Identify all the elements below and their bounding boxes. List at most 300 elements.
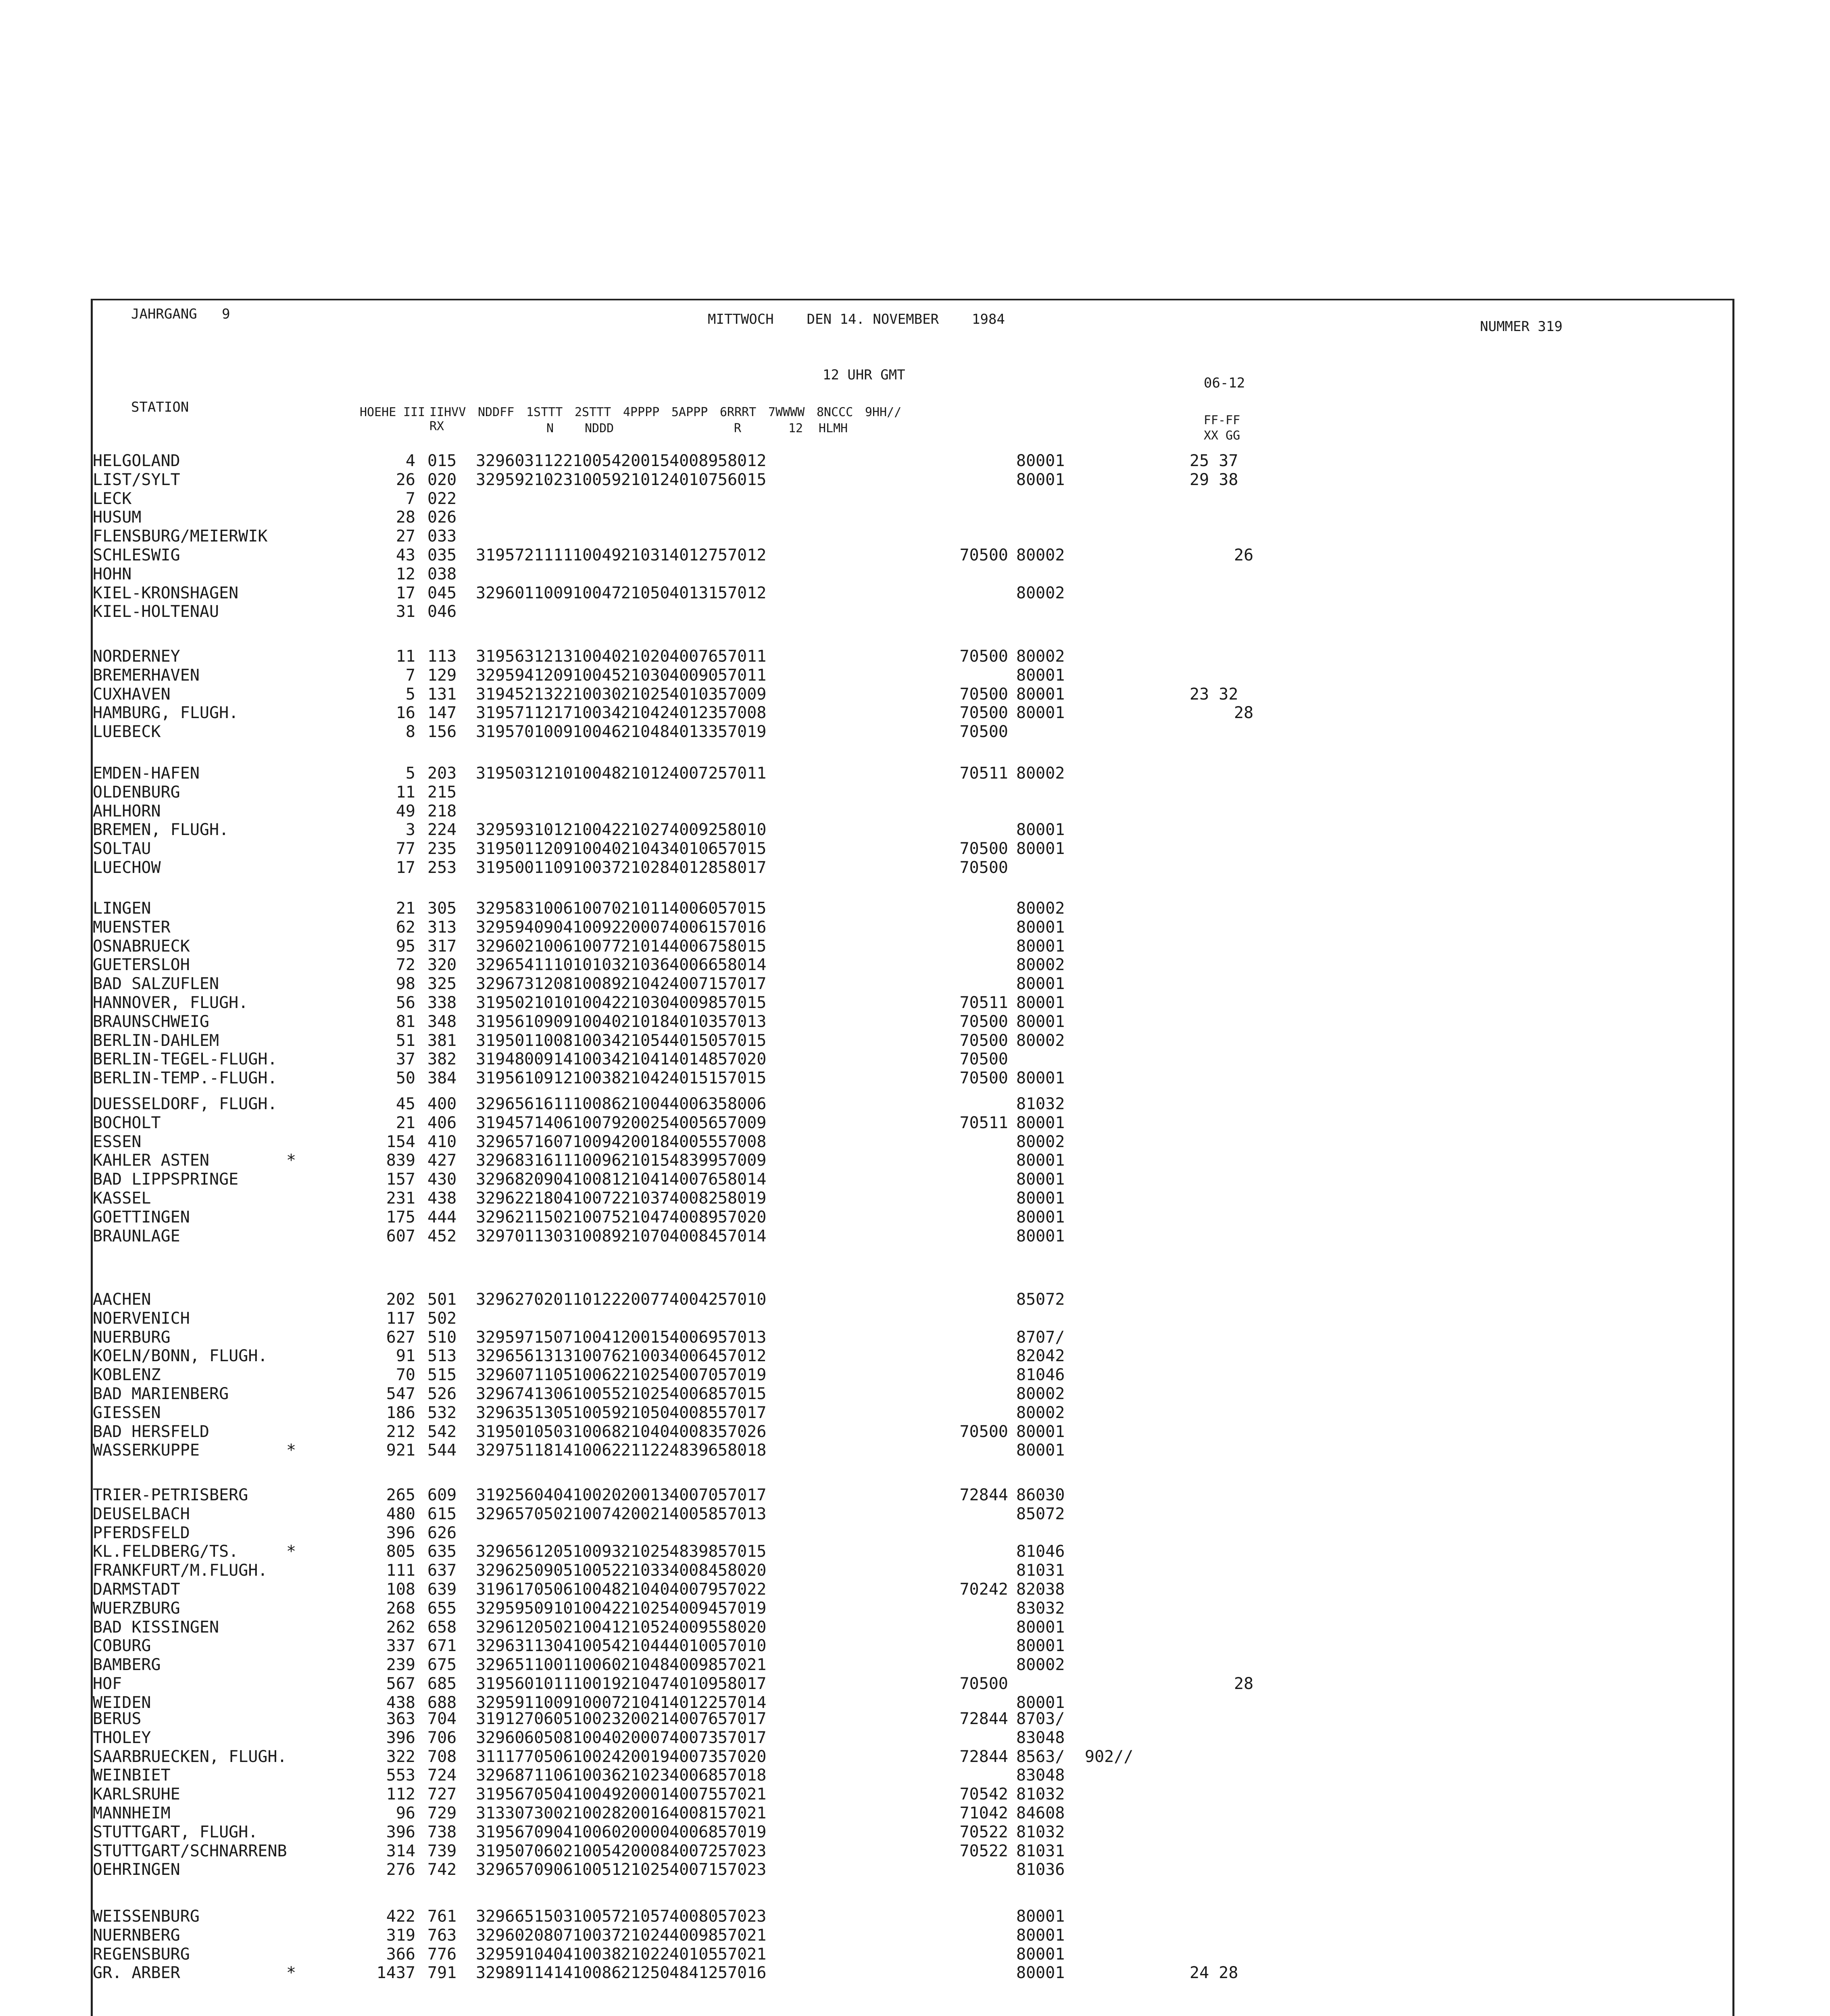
group-value: 32968 [476, 1170, 525, 1189]
group-value: 32961 [476, 1618, 525, 1637]
station-name: COBURG [93, 1637, 151, 1656]
station-name: DARMSTADT [93, 1580, 180, 1599]
group-value: 40073 [669, 1747, 718, 1766]
group-value: 147 [427, 704, 457, 723]
group-value: 10096 [573, 1151, 621, 1170]
group-value: 31912 [476, 1710, 525, 1728]
group-value: 57019 [718, 1822, 767, 1841]
station-name: GUETERSLOH [93, 956, 190, 975]
group-value: 21031 [621, 546, 670, 564]
group-value: 32965 [476, 1542, 525, 1561]
group-value: 32965 [476, 956, 525, 975]
group-value: 73002 [524, 1804, 573, 1822]
group-value: 31950 [476, 839, 525, 858]
group-value: 763 [427, 1926, 457, 1945]
group-value: 10070 [573, 899, 621, 918]
group-value: 58012 [718, 452, 767, 470]
group-value: 727 [427, 1785, 457, 1804]
group-value: 21015 [621, 1151, 670, 1170]
station-height: 91 [396, 1347, 415, 1366]
group-value: 21023 [524, 470, 573, 489]
group-value: 40100 [669, 1637, 718, 1656]
group-value: 70506 [524, 1580, 573, 1599]
group-value: 50905 [524, 1561, 573, 1580]
group-value: 40098 [669, 1926, 718, 1945]
station-height: 212 [386, 1422, 415, 1441]
cloud-group: 80001 [1016, 1189, 1065, 1208]
group-value: 10040 [573, 647, 621, 666]
group-value: 430 [427, 1170, 457, 1189]
group-value: 32965 [476, 1860, 525, 1879]
group-value: 40092 [669, 821, 718, 839]
group-value: 704 [427, 1710, 457, 1728]
group-value: 32965 [476, 1504, 525, 1523]
group-value: 10068 [573, 1422, 621, 1441]
group-value: 637 [427, 1561, 457, 1580]
station-name: TRIER-PETRISBERG [93, 1486, 248, 1504]
group-value: 10034 [573, 1050, 621, 1069]
cloud-group: 80001 [1016, 1945, 1065, 1964]
station-name: OEHRINGEN [93, 1860, 180, 1879]
group-value: 10037 [573, 858, 621, 877]
group-value: 57014 [718, 1693, 767, 1712]
group-value: 57008 [718, 1132, 767, 1151]
group-value: 40105 [669, 1945, 718, 1964]
group-value: 57023 [718, 1841, 767, 1860]
station-row [93, 527, 1732, 546]
group-value: 10059 [573, 470, 621, 489]
col-hoehe: HOEHE [360, 405, 396, 419]
group-value: 671 [427, 1637, 457, 1656]
group-value: 21024 [621, 1926, 670, 1945]
station-row [93, 1945, 1732, 1964]
group-value: 10042 [573, 1599, 621, 1618]
cloud-group: 80001 [1016, 1113, 1065, 1132]
report-frame [91, 299, 1734, 2016]
cloud-group: 81032 [1016, 1785, 1065, 1804]
group-value: 58019 [718, 1189, 767, 1208]
group-value: 724 [427, 1766, 457, 1785]
group-value: 71105 [524, 1366, 573, 1385]
group-value: 31945 [476, 1113, 525, 1132]
cloud-group: 80001 [1016, 1637, 1065, 1656]
group-value: 31956 [476, 1822, 525, 1841]
group-value: 685 [427, 1674, 457, 1693]
group-value: 10048 [573, 1580, 621, 1599]
station-name: SAARBRUECKEN, FLUGH. [93, 1747, 287, 1766]
station-height: 8 [405, 723, 415, 741]
group-value: 706 [427, 1728, 457, 1747]
group-value: 57023 [718, 1907, 767, 1926]
group-value: 40081 [669, 1804, 718, 1822]
group-value: 31925 [476, 1486, 525, 1504]
station-name: BAD MARIENBERG [93, 1385, 229, 1403]
cloud-group: 80001 [1016, 975, 1065, 993]
group-value: 32965 [476, 1095, 525, 1113]
group-value: 10052 [573, 1561, 621, 1580]
cloud-group: 80001 [1016, 1012, 1065, 1031]
group-value: 20015 [621, 452, 670, 470]
group-value: 626 [427, 1523, 457, 1542]
station-name: KAHLER ASTEN [93, 1151, 209, 1170]
group-value: 40098 [669, 1656, 718, 1674]
group-value: 21043 [621, 839, 670, 858]
group-value: 21040 [621, 1580, 670, 1599]
station-name: REGENSBURG [93, 1945, 190, 1964]
station-height: 72 [396, 956, 415, 975]
group-value: 32960 [476, 1366, 525, 1385]
group-value: 21047 [621, 1208, 670, 1227]
station-name: BRAUNSCHWEIG [93, 1012, 209, 1031]
station-name: BAD SALZUFLEN [93, 975, 219, 993]
group-value: 40106 [669, 839, 718, 858]
group-value: 10045 [573, 666, 621, 685]
group-value: 58018 [718, 1441, 767, 1460]
station-row [93, 666, 1732, 685]
group-value: 40072 [669, 1841, 718, 1860]
station-height: 98 [396, 975, 415, 993]
station-row [93, 602, 1732, 621]
station-name: FLENSBURG/MEIERWIK [93, 527, 268, 546]
group-value: 325 [427, 975, 457, 993]
station-name: HOHN [93, 564, 132, 583]
group-value: 544 [427, 1441, 457, 1460]
group-value: 58014 [718, 956, 767, 975]
cloud-group: 83048 [1016, 1728, 1065, 1747]
group-value: 32968 [476, 1151, 525, 1170]
group-value: 40103 [669, 1012, 718, 1031]
group-value: 21048 [621, 1656, 670, 1674]
group-value: 10024 [573, 1747, 621, 1766]
station-name: NUERBURG [93, 1328, 171, 1347]
group-value: 40904 [524, 918, 573, 937]
group-value: 046 [427, 602, 457, 621]
group-value: 57013 [718, 1328, 767, 1347]
cloud-group: 80001 [1016, 1926, 1065, 1945]
group-value: 224 [427, 821, 457, 839]
station-name: WEISSENBURG [93, 1907, 200, 1926]
group-value: 015 [427, 452, 457, 470]
cloud-group: 80001 [1016, 685, 1065, 704]
station-height: 396 [386, 1523, 415, 1542]
group-value: 21048 [621, 723, 670, 741]
station-height: 175 [386, 1208, 415, 1227]
group-value: 501 [427, 1290, 457, 1309]
group-value: 40084 [669, 1227, 718, 1245]
group-value: 10041 [573, 1328, 621, 1347]
group-value: 57020 [718, 1747, 767, 1766]
station-height: 396 [386, 1728, 415, 1747]
station-name: DUESSELDORF, FLUGH. [93, 1095, 277, 1113]
col-8nccc: 8NCCC [817, 405, 853, 419]
station-name: WEINBIET [93, 1766, 171, 1785]
station-name: THOLEY [93, 1728, 151, 1747]
wind-gust: 25 37 [1190, 452, 1238, 470]
group-value: 00914 [524, 1050, 573, 1069]
col-nddd: NDDD [585, 421, 614, 435]
cloud-group: 83048 [1016, 1766, 1065, 1785]
cloud-group: 80002 [1016, 583, 1065, 602]
weather-group: 70500 [959, 1069, 1008, 1088]
cloud-group: 81032 [1016, 1095, 1065, 1113]
group-value: 31950 [476, 764, 525, 783]
group-value: 21322 [524, 685, 573, 704]
group-value: 32963 [476, 1637, 525, 1656]
group-value: 10079 [573, 1113, 621, 1132]
station-name: BAMBERG [93, 1656, 161, 1674]
station-row [93, 647, 1732, 666]
group-value: 57022 [718, 1580, 767, 1599]
group-value: 21030 [621, 993, 670, 1012]
group-value: 10036 [573, 1766, 621, 1785]
group-value: 20015 [621, 1328, 670, 1347]
station-row [93, 858, 1732, 877]
station-height: 50 [396, 1069, 415, 1088]
group-value: 21050 [621, 1403, 670, 1422]
station-name: BREMERHAVEN [93, 666, 200, 685]
col-12: 12 [788, 421, 803, 435]
weather-group: 70500 [959, 704, 1008, 723]
group-value: 20502 [524, 1618, 573, 1637]
group-value: 70506 [524, 1747, 573, 1766]
group-value: 21030 [621, 666, 670, 685]
station-name: EMDEN-HAFEN [93, 764, 200, 783]
group-value: 40068 [669, 1766, 718, 1785]
group-value: 11009 [524, 1693, 573, 1712]
group-value: 10089 [573, 1227, 621, 1245]
group-value: 515 [427, 1366, 457, 1385]
group-value: 31122 [524, 452, 573, 470]
group-value: 21042 [621, 704, 670, 723]
group-value: 40066 [669, 956, 718, 975]
group-value: 32960 [476, 1728, 525, 1747]
group-value: 10028 [573, 1804, 621, 1822]
group-value: 71106 [524, 1766, 573, 1785]
group-value: 675 [427, 1656, 457, 1674]
station-row [93, 1012, 1732, 1031]
group-value: 32959 [476, 470, 525, 489]
cloud-group: 81031 [1016, 1561, 1065, 1580]
group-value: 40055 [669, 1132, 718, 1151]
group-value: 57010 [718, 1290, 767, 1309]
group-value: 382 [427, 1050, 457, 1069]
station-height: 231 [386, 1189, 415, 1208]
group-value: 31956 [476, 1069, 525, 1088]
station-height: 363 [386, 1710, 415, 1728]
cloud-group: 82038 [1016, 1580, 1065, 1599]
col-iihvv: IIHVV [429, 405, 466, 419]
col-5appp: 5APPP [671, 405, 708, 419]
group-value: 655 [427, 1599, 457, 1618]
group-value: 348 [427, 1012, 457, 1031]
group-value: 48398 [669, 1542, 718, 1561]
weather-group: 70500 [959, 546, 1008, 564]
group-value: 40089 [669, 452, 718, 470]
group-value: 10020 [573, 1486, 621, 1504]
station-name: HELGOLAND [93, 452, 180, 470]
weather-group: 70511 [959, 993, 1008, 1012]
weather-group: 72844 [959, 1486, 1008, 1504]
group-value: 21010 [524, 993, 573, 1012]
cloud-group: 80002 [1016, 1385, 1065, 1403]
group-value: 41110 [524, 956, 573, 975]
station-name: STUTTGART/SCHNARRENB [93, 1841, 287, 1860]
group-value: 31956 [476, 1785, 525, 1804]
group-value: 738 [427, 1822, 457, 1841]
station-row [93, 1618, 1732, 1637]
station-height: 27 [396, 527, 415, 546]
group-value: 21111 [524, 546, 573, 564]
group-value: 50910 [524, 1599, 573, 1618]
group-value: 32966 [476, 1907, 525, 1926]
group-value: 20013 [621, 1486, 670, 1504]
station-name: KL.FELDBERG/TS. [93, 1542, 239, 1561]
group-value: 10077 [573, 937, 621, 956]
group-value: 57015 [718, 993, 767, 1012]
group-value: 31956 [476, 647, 525, 666]
weather-group: 70500 [959, 1050, 1008, 1069]
group-value: 51305 [524, 1403, 573, 1422]
group-value: 57009 [718, 685, 767, 704]
station-name: HUSUM [93, 508, 142, 527]
mountain-station-marker: * [286, 1151, 296, 1170]
group-value: 32959 [476, 1328, 525, 1347]
station-row [93, 471, 1732, 489]
group-value: 10092 [573, 918, 621, 937]
group-value: 21033 [621, 1561, 670, 1580]
group-value: 10059 [573, 1403, 621, 1422]
wind-gust: 26 [1234, 546, 1254, 564]
group-value: 31950 [476, 858, 525, 877]
group-value: 31948 [476, 1050, 525, 1069]
station-height: 11 [396, 783, 415, 802]
group-value: 57017 [718, 1486, 767, 1504]
group-value: 40151 [669, 1069, 718, 1088]
group-value: 41209 [524, 666, 573, 685]
station-name: GOETTINGEN [93, 1208, 190, 1227]
group-value: 48412 [669, 1964, 718, 1983]
cloud-group: 81046 [1016, 1366, 1065, 1385]
station-name: KIEL-KRONSHAGEN [93, 583, 239, 602]
group-value: 32959 [476, 821, 525, 839]
group-value: 10912 [524, 1069, 573, 1088]
group-value: 32959 [476, 1599, 525, 1618]
group-value: 21012 [621, 470, 670, 489]
group-value: 20904 [524, 1170, 573, 1189]
group-value: 40069 [669, 1328, 718, 1347]
station-height: 921 [386, 1441, 415, 1460]
group-value: 406 [427, 1113, 457, 1132]
group-value: 10037 [573, 1926, 621, 1945]
station-height: 322 [386, 1747, 415, 1766]
group-value: 21052 [621, 1618, 670, 1637]
group-value: 40083 [669, 1422, 718, 1441]
station-name: MUENSTER [93, 918, 171, 937]
group-value: 11814 [524, 1441, 573, 1460]
station-row [93, 1095, 1732, 1113]
group-value: 01109 [524, 858, 573, 877]
group-value: 253 [427, 858, 457, 877]
group-value: 10072 [573, 1189, 621, 1208]
group-value: 10047 [573, 583, 621, 602]
group-value: 40128 [669, 858, 718, 877]
station-height: 5 [405, 685, 415, 704]
group-value: 21036 [621, 956, 670, 975]
station-row [93, 1710, 1732, 1728]
station-name: WASSERKUPPE [93, 1441, 200, 1460]
group-value: 21023 [621, 1766, 670, 1785]
cloud-group: 83032 [1016, 1599, 1065, 1618]
group-value: 61313 [524, 1347, 573, 1366]
group-value: 510 [427, 1328, 457, 1347]
col-4pppp: 4PPPP [623, 405, 660, 419]
station-row [93, 565, 1732, 583]
group-value: 11008 [524, 1031, 573, 1050]
group-value: 48399 [669, 1151, 718, 1170]
group-value: 10057 [573, 1907, 621, 1926]
group-value: 10093 [573, 1542, 621, 1561]
group-value: 615 [427, 1504, 457, 1523]
group-value: 20016 [621, 1804, 670, 1822]
group-value: 10019 [573, 1674, 621, 1693]
station-height: 805 [386, 1542, 415, 1561]
station-height: 314 [386, 1841, 415, 1860]
group-value: 40060 [669, 899, 718, 918]
group-value: 32959 [476, 918, 525, 937]
group-value: 31611 [524, 1151, 573, 1170]
group-value: 10054 [573, 452, 621, 470]
col-ff: FF-FF [1204, 413, 1240, 427]
weather-group: 70500 [959, 1031, 1008, 1050]
group-value: 10007 [573, 1693, 621, 1712]
group-value: 10048 [573, 764, 621, 783]
col-r: R [734, 421, 742, 435]
group-value: 57019 [718, 1366, 767, 1385]
station-name: KOBLENZ [93, 1366, 161, 1385]
group-value: 40072 [669, 764, 718, 783]
station-row [93, 1860, 1732, 1879]
station-name: BERLIN-TEGEL-FLUGH. [93, 1050, 277, 1069]
cloud-group: 82042 [1016, 1347, 1065, 1366]
group-value: 40058 [669, 1504, 718, 1523]
station-name: GIESSEN [93, 1403, 161, 1422]
cloud-group: 84608 [1016, 1804, 1065, 1822]
col-xxgg: XX GG [1204, 429, 1240, 443]
weather-group: 70511 [959, 1113, 1008, 1132]
group-value: 57015 [718, 1542, 767, 1561]
group-value: 31210 [524, 764, 573, 783]
group-value: 32960 [476, 937, 525, 956]
group-value: 20021 [621, 1710, 670, 1728]
station-height: 26 [396, 470, 415, 489]
issue-number: NUMMER 319 [1480, 319, 1563, 335]
group-value: 10909 [524, 1012, 573, 1031]
group-value: 10086 [573, 1095, 621, 1113]
group-value: 40098 [669, 993, 718, 1012]
group-value: 10076 [573, 1347, 621, 1366]
group-value: 791 [427, 1964, 457, 1983]
wind-gust: 23 32 [1190, 685, 1238, 704]
col-iii: III [403, 405, 425, 419]
group-value: 21042 [621, 1069, 670, 1088]
date-line: MITTWOCH DEN 14. NOVEMBER 1984 [708, 311, 1005, 327]
weather-group: 70511 [959, 764, 1008, 783]
group-value: 11209 [524, 839, 573, 858]
group-value: 32959 [476, 1945, 525, 1964]
station-row [93, 1227, 1732, 1245]
station-height: 12 [396, 564, 415, 583]
group-value: 40042 [669, 1290, 718, 1309]
